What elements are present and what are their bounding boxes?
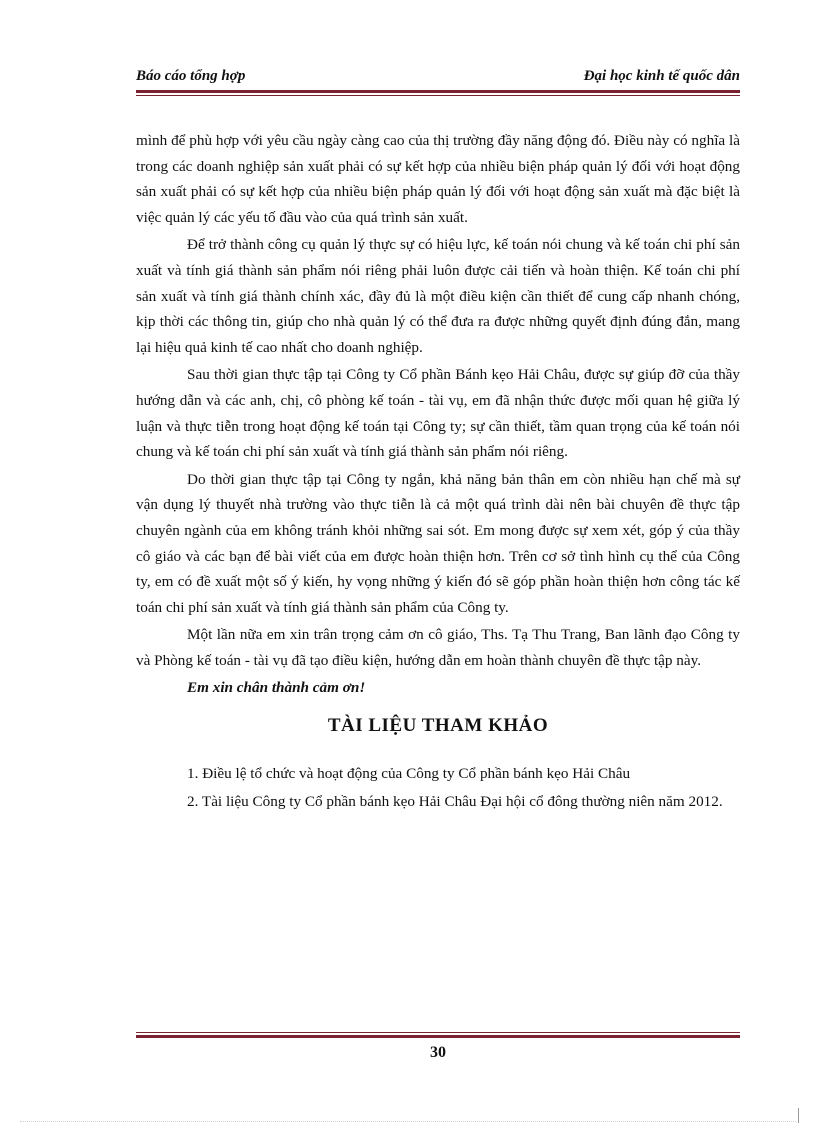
header-rule-thin — [136, 95, 740, 96]
body-paragraph-5: Một lần nữa em xin trân trọng cảm ơn cô giáo, Ths. Tạ Thu Trang, Ban lãnh đạo Công ty và Phòng kế toán - tài vụ đã tạo điều kiện, hướng dẫn em hoàn thành chuyên đề thực tập này. — [136, 626, 740, 669]
body-paragraph-2: Để trở thành công cụ quản lý thực sự có hiệu lực, kế toán nói chung và kế toán chi phí sản xuất và tính giá thành sản phẩm nói riêng phải luôn được cải tiến và hoàn thiện. Kế toán chi phí sản xuất và tính giá thành chính xác, đầy đủ là một điều kiện cần thiết để cung cấp nhanh chóng, kịp thời các thông tin, giúp cho nhà quản lý có thể đưa ra được những quyết định đúng đắn, mang lại hiệu quả kinh tế cao nhất cho doanh nghiệp. — [136, 236, 740, 356]
header-university: Đại học kinh tế quốc dân — [583, 68, 740, 84]
reference-item-2: 2. Tài liệu Công ty Cổ phần bánh kẹo Hải Châu Đại hội cổ đông thường niên năm 2012. — [187, 792, 723, 810]
page-edge-dotted-line — [20, 1121, 796, 1122]
closing-thanks: Em xin chân thành cảm ơn! — [187, 679, 366, 697]
crop-mark — [798, 1108, 799, 1123]
body-paragraph-1: mình để phù hợp với yêu cầu ngày càng cao của thị trường đầy năng động đó. Điều này có nghĩa là trong các doanh nghiệp sản xuất phải có sự kết hợp của nhiều biện pháp quản lý đối với hoạt động sản xuất phải có sự kết hợp của nhiều biện pháp quản lý đối với hoạt động sản xuất mà đặc biệt là việc quản lý các yếu tố đầu vào của quá trình sản xuất. — [136, 132, 740, 226]
page-body — [136, 128, 740, 816]
footer-rule-thin — [136, 1032, 740, 1033]
header-rule-thick — [136, 90, 740, 93]
reference-item-1: 1. Điều lệ tổ chức và hoạt động của Công ty Cổ phần bánh kẹo Hải Châu — [187, 765, 631, 783]
header-report-title: Báo cáo tổng hợp — [136, 68, 246, 84]
footer-rule-thick — [136, 1035, 740, 1038]
references-title: TÀI LIỆU THAM KHẢO — [327, 715, 549, 737]
page-header — [136, 66, 740, 88]
page-number: 30 — [430, 1044, 446, 1061]
body-paragraph-4: Do thời gian thực tập tại Công ty ngắn, khả năng bản thân em còn nhiều hạn chế mà sự vận dụng lý thuyết nhà trường vào thực tiễn là cả một quá trình dài nên bài chuyên đề thực tập chuyên ngành của em không tránh khỏi những sai sót. Em mong được sự xem xét, góp ý của thầy cô giáo và các bạn để bài viết của em được hoàn thiện hơn. Trên cơ sở tình hình cụ thể của Công ty, em có đề xuất một số ý kiến, hy vọng những ý kiến đó sẽ góp phần hoàn thiện hơn công tác kế toán chi phí sản xuất và tính giá thành sản phẩm của Công ty. — [136, 470, 740, 616]
body-paragraph-3: Sau thời gian thực tập tại Công ty Cổ phần Bánh kẹo Hải Châu, được sự giúp đỡ của thầy hướng dẫn và các anh, chị, cô phòng kế toán - tài vụ, em đã nhận thức được mối quan hệ giữa lý luận và thực tiễn trong hoạt động kế toán tại Công ty; sự cần thiết, tầm quan trọng của kế toán nói chung và kế toán chi phí sản xuất và tính giá thành sản phẩm nói riêng. — [136, 366, 740, 461]
